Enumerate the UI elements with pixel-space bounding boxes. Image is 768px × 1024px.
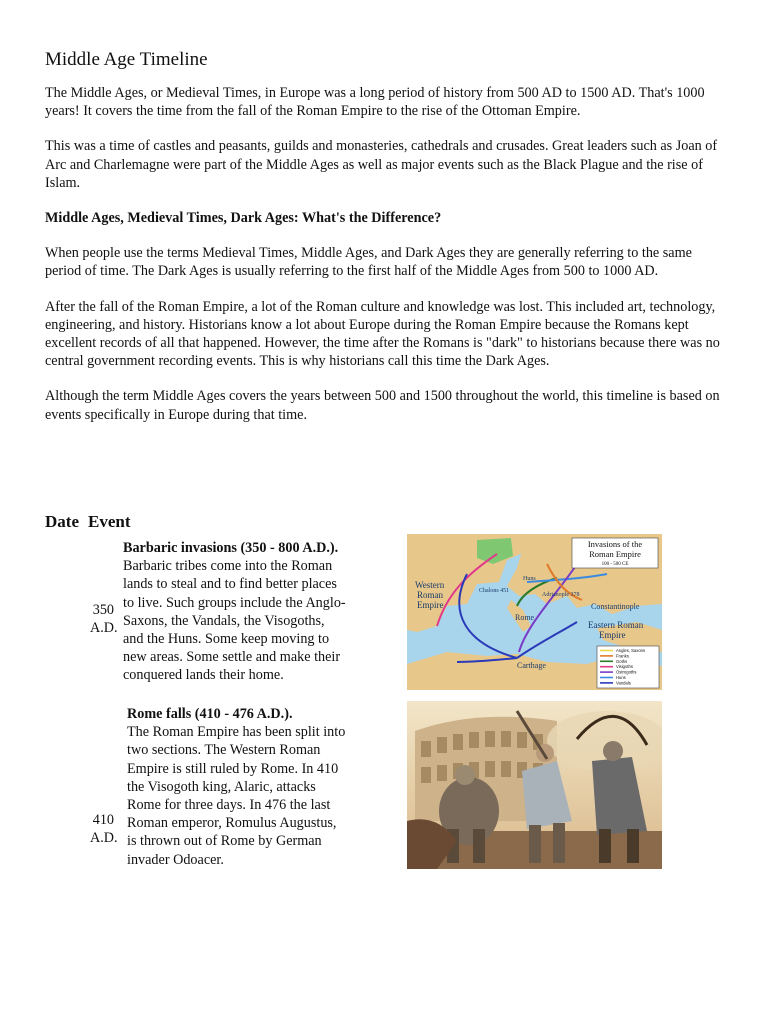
invasions-map-image: [407, 534, 662, 690]
event-line: Roman emperor, Romulus Augustus,: [127, 815, 337, 832]
map-label-adrianople: Adrianople 378: [542, 592, 580, 598]
event-description: [123, 539, 393, 685]
map-title-line-3: 100 - 500 CE: [601, 562, 629, 567]
event-line: Saxons, the Vandals, the Visogoths,: [123, 612, 325, 629]
map-label-eastern: Eastern Roman Empire: [588, 620, 644, 640]
event-title: Rome falls (410 - 476 A.D.).: [127, 706, 293, 722]
date-era: A.D.: [90, 830, 118, 847]
date-year: 410: [92, 812, 114, 828]
event-line: two sections. The Western Roman: [127, 742, 321, 759]
map-label-carthage: Carthage: [517, 661, 546, 670]
event-description: [127, 705, 397, 869]
difference-paragraph-1: When people use the terms Medieval Times, Middle Ages, and Dark Ages they are generally referring to the same period of time. The Dark Ages is usually referring to the first half of the Middle Ages from 500 to 1000 AD.: [45, 245, 692, 280]
date-column-header: Date: [45, 512, 79, 531]
event-line: Barbaric tribes come into the Roman: [123, 558, 333, 575]
date-year: 350: [92, 602, 114, 618]
map-label-chalons: Chalons 451: [479, 588, 510, 594]
timeline-table-header: [45, 511, 139, 533]
event-date: [90, 601, 124, 637]
intro-paragraph-1: The Middle Ages, or Medieval Times, in Europe was a long period of history from 500 AD to 1500 AD. That's 1000 years! It covers the time from the fall of the Roman Empire to the rise of the Ottoman Empire.: [45, 85, 705, 120]
difference-paragraph-2: After the fall of the Roman Empire, a lot of the Roman culture and knowledge was lost. This included art, technology, engineering, and history. Historians know a lot about Europe during the Roman Empire because the Romans kept excellent records of all that happened. However, the time after the Romans is "dark" to historians because there was no central government recording events. This is why historians call this time the Dark Ages.: [45, 298, 720, 370]
legend-label: Huns: [616, 675, 626, 680]
legend-label: Ostrogoths: [616, 669, 637, 675]
map-legend: [597, 646, 659, 688]
rome-falls-illustration: [407, 701, 662, 869]
map-title-line-1: Invasions of the: [587, 539, 643, 549]
event-line: is thrown out of Rome by German: [127, 833, 322, 850]
difference-paragraph-3: Although the term Middle Ages covers the years between 500 and 1500 throughout the world, this timeline is based on events specifically in Europe during that time.: [45, 388, 720, 423]
page-title: Middle Age Timeline: [45, 49, 208, 70]
event-line: Rome for three days. In 476 the last: [127, 797, 331, 814]
event-column-header: Event: [87, 512, 131, 531]
map-title-line-2: Roman Empire: [589, 549, 641, 559]
intro-paragraph-2: This was a time of castles and peasants, guilds and monasteries, cathedrals and crusades. Great leaders such as Joan of Arc and Charlemagne were part of the Middle Ages as well as major events such as the Black Plague and the rise of Islam.: [45, 138, 718, 191]
event-title: Barbaric invasions (350 - 800 A.D.).: [123, 540, 339, 556]
invasions-map: [407, 534, 662, 690]
legend-label: Vandals: [616, 680, 631, 686]
event-line: lands to steal and to find better places: [123, 576, 337, 593]
map-label-huns: Huns: [523, 576, 536, 582]
legend-label: Franks: [616, 653, 629, 659]
date-era: A.D.: [90, 620, 118, 637]
event-line: new areas. Some settle and make their: [123, 649, 341, 666]
legend-label: Angles, Saxons: [616, 648, 646, 653]
event-line: The Roman Empire has been split into: [127, 724, 346, 741]
document-body: [45, 48, 731, 441]
legend-label: Visigoths: [616, 664, 633, 670]
battle-illustration: [407, 701, 662, 869]
section-subheading: Middle Ages, Medieval Times, Dark Ages: What's the Difference?: [45, 210, 442, 227]
map-label-western: Western Roman Empire: [415, 580, 445, 610]
map-label-constantinople: Constantinople: [591, 602, 640, 611]
event-line: and the Huns. Some keep moving to: [123, 631, 330, 648]
event-line: Empire is still ruled by Rome. In 410: [127, 760, 339, 777]
event-line: to live. Such groups include the Anglo-: [123, 594, 346, 611]
event-line: conquered lands their home.: [123, 667, 284, 684]
legend-label: Goths: [616, 658, 628, 664]
map-label-rome: Rome: [515, 613, 535, 622]
event-line: invader Odoacer.: [127, 851, 224, 868]
event-line: the Visogoth king, Alaric, attacks: [127, 778, 316, 795]
